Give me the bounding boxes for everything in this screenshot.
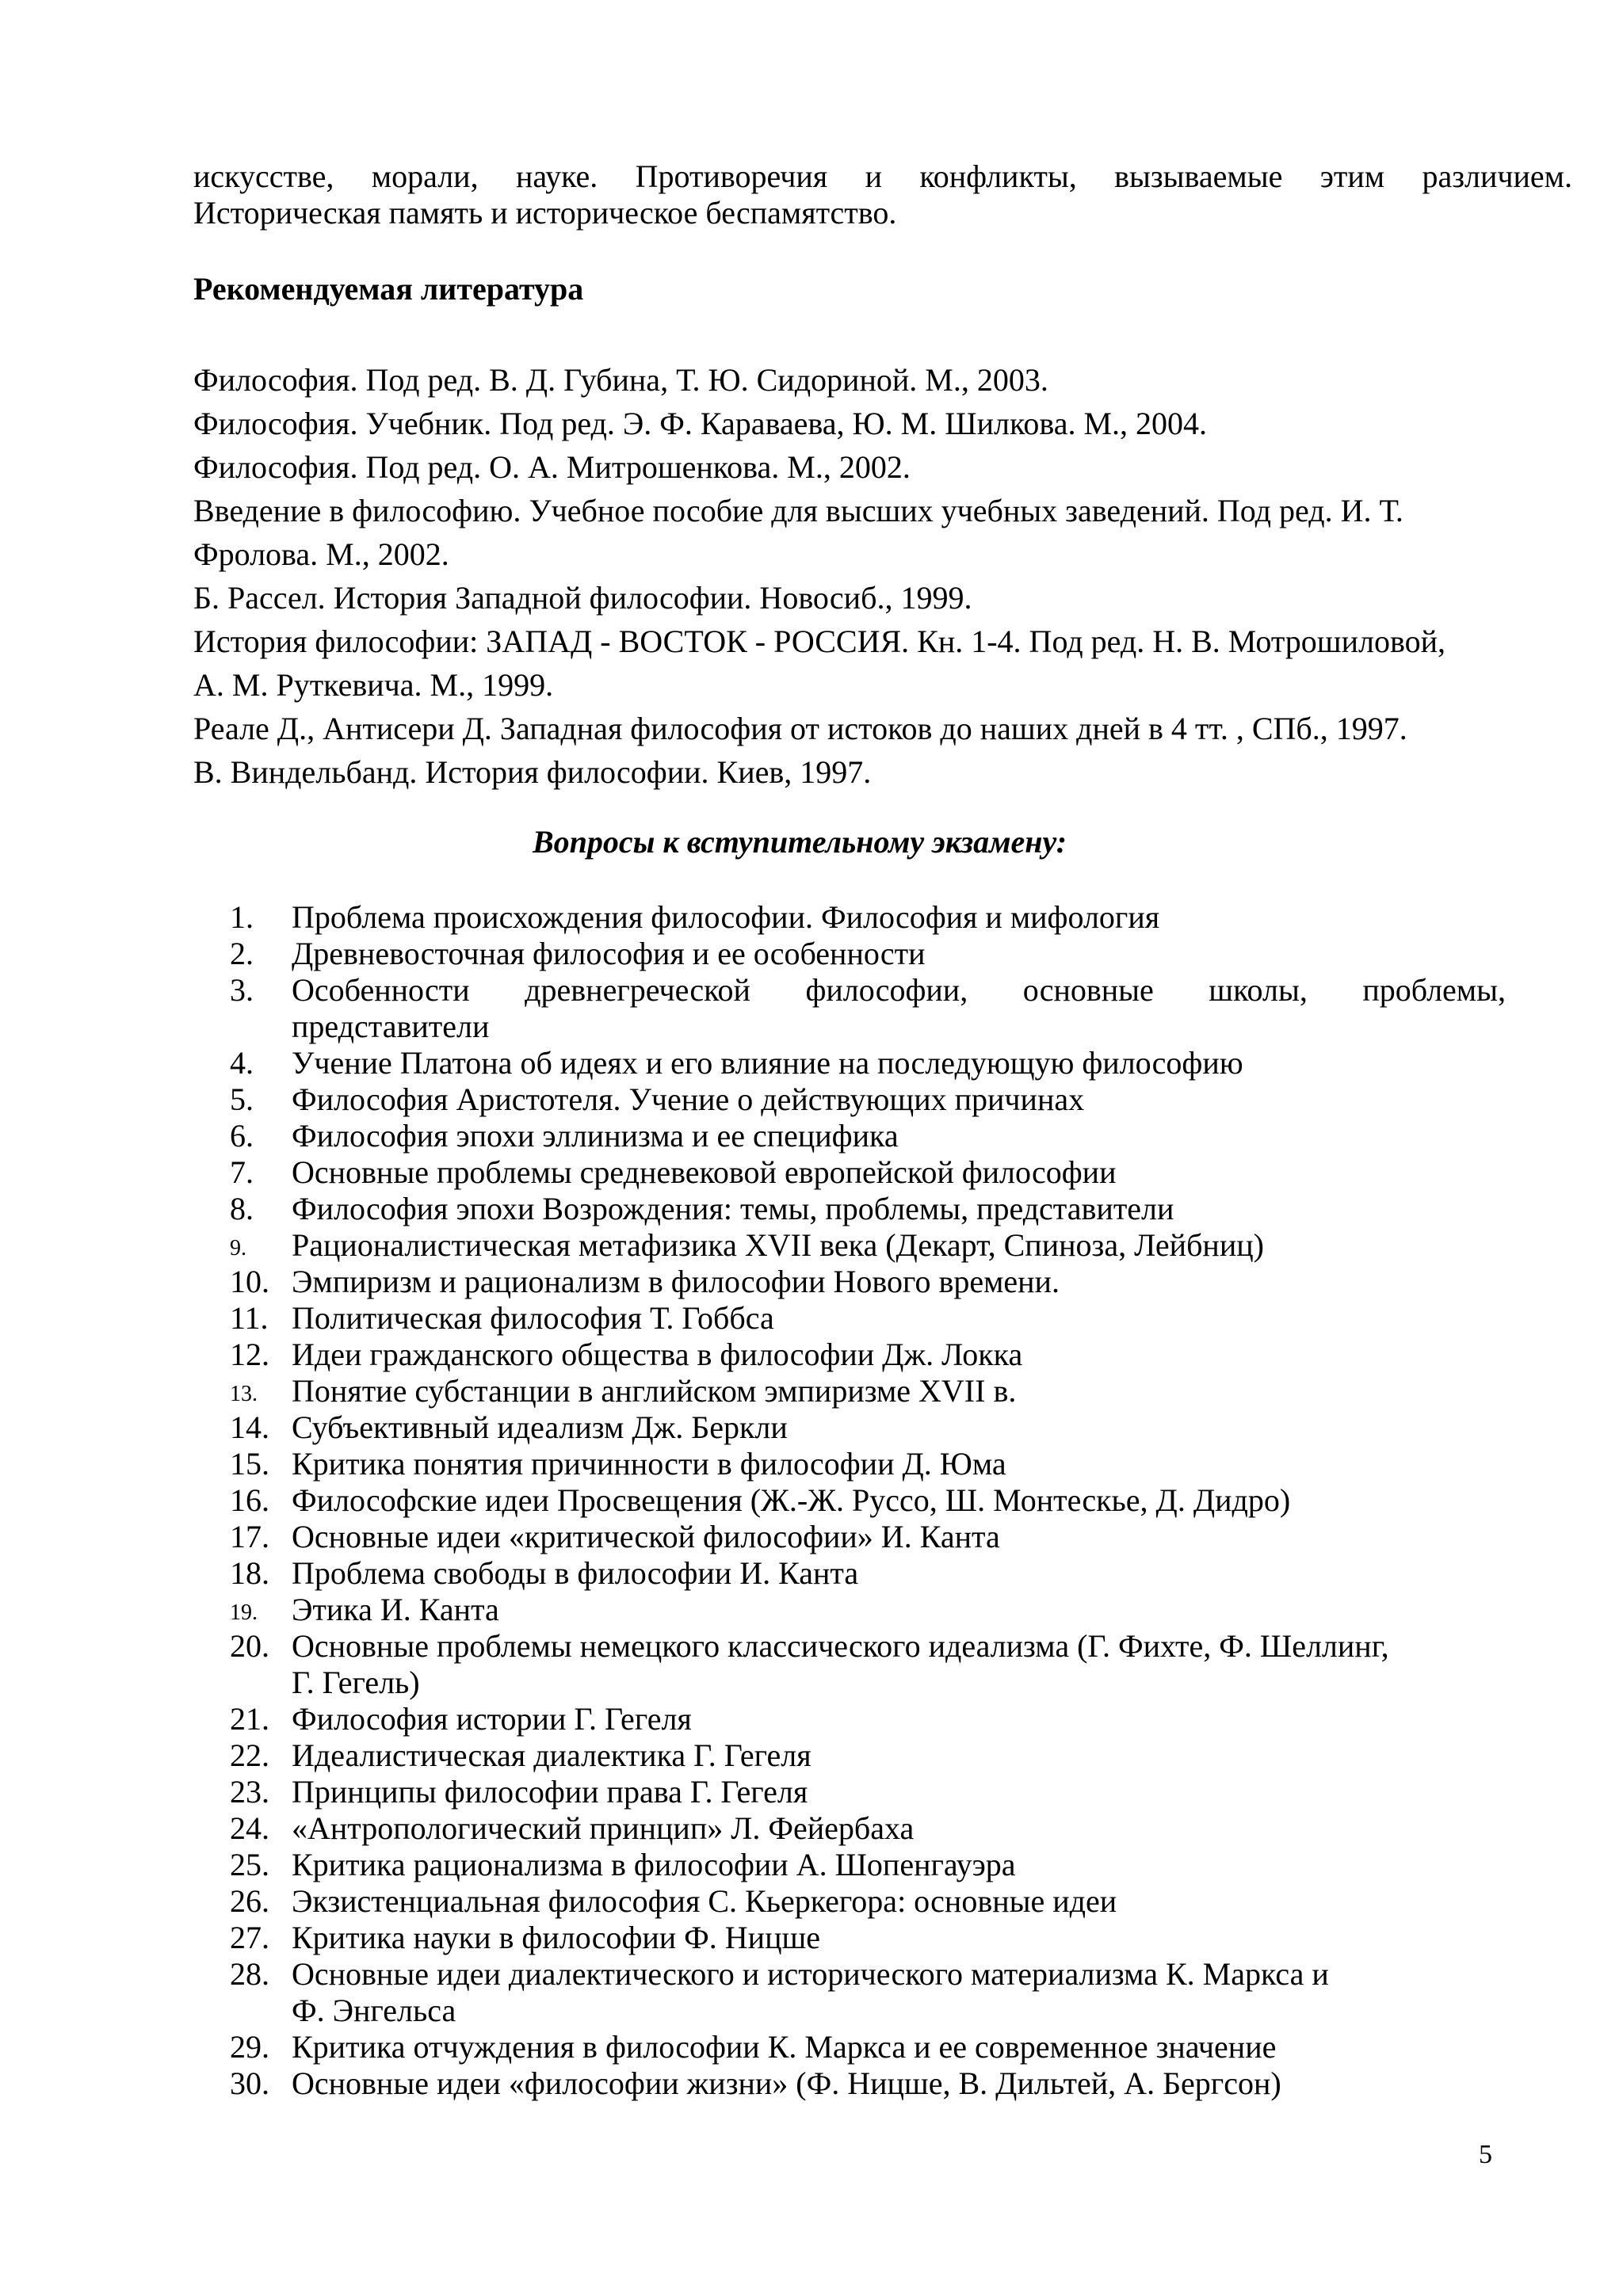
exam-question-item bbox=[230, 1519, 1506, 1555]
exam-question-item bbox=[230, 1118, 1506, 1154]
literature-item: Философия. Под ред. В. Д. Губина, Т. Ю. Сидориной. М., 2003. bbox=[193, 362, 1048, 398]
exam-question-text: Древневосточная философия и ее особенности bbox=[292, 936, 926, 971]
literature-item: Философия. Под ред. О. А. Митрошенкова. М., 2002. bbox=[193, 449, 911, 485]
exam-question-item bbox=[230, 1628, 1506, 1701]
exam-question-item bbox=[230, 1227, 1506, 1264]
exam-question-text: Философия эпохи Возрождения: темы, проблемы, представители bbox=[292, 1191, 1174, 1226]
exam-question-text: Философские идеи Просвещения (Ж.-Ж. Руссо, Ш. Монтескье, Д. Дидро) bbox=[292, 1482, 1291, 1518]
exam-question-number: 15. bbox=[230, 1446, 269, 1482]
exam-question-text: Основные идеи диалектического и исторического материализма К. Маркса и bbox=[292, 1956, 1329, 1992]
literature-item: Введение в философию. Учебное пособие для высших учебных заведений. Под ред. И. Т. bbox=[193, 493, 1403, 528]
intro-line-2: Историческая память и историческое беспамятство. bbox=[193, 195, 897, 231]
exam-question-item bbox=[230, 1045, 1506, 1081]
intro-line-1: искусстве, морали, науке. Противоречия и конфликты, вызываемые этим различием. bbox=[193, 158, 1572, 194]
exam-question-number: 17. bbox=[230, 1519, 269, 1554]
exam-question-number: 8. bbox=[230, 1191, 254, 1226]
page-number: 5 bbox=[1479, 2140, 1492, 2169]
exam-question-item bbox=[230, 1555, 1506, 1592]
exam-question-text: Эмпиризм и рационализм в философии Нового времени. bbox=[292, 1264, 1060, 1299]
exam-question-text: Особенности древнегреческой философии, основные школы, проблемы, bbox=[292, 972, 1506, 1008]
exam-question-number: 1. bbox=[230, 899, 254, 935]
exam-question-number: 19. bbox=[230, 1600, 258, 1625]
exam-question-text: Философия истории Г. Гегеля bbox=[292, 1701, 692, 1737]
exam-questions-heading-text: Вопросы к вступительному экзамену: bbox=[532, 824, 1067, 860]
exam-question-number: 11. bbox=[230, 1300, 269, 1336]
exam-question-text: Проблема свободы в философии И. Канта bbox=[292, 1555, 859, 1591]
exam-question-text: Идеалистическая диалектика Г. Гегеля bbox=[292, 1737, 812, 1773]
intro-paragraph bbox=[193, 158, 1572, 231]
exam-question-item bbox=[230, 1154, 1506, 1191]
exam-question-text: Критика науки в философии Ф. Ницше bbox=[292, 1920, 821, 1955]
exam-question-item bbox=[230, 1409, 1506, 1446]
exam-question-number: 9. bbox=[230, 1236, 246, 1261]
literature-item: А. М. Руткевича. М., 1999. bbox=[193, 667, 554, 703]
exam-question-item bbox=[230, 1264, 1506, 1300]
exam-question-item bbox=[230, 1446, 1506, 1482]
exam-question-number: 30. bbox=[230, 2065, 269, 2101]
exam-question-number: 16. bbox=[230, 1482, 269, 1518]
exam-question-text: Философия эпохи эллинизма и ее специфика bbox=[292, 1118, 899, 1154]
exam-question-text: Основные проблемы средневековой европейской философии bbox=[292, 1154, 1117, 1190]
exam-question-number: 3. bbox=[230, 972, 254, 1008]
exam-question-number: 27. bbox=[230, 1920, 269, 1955]
exam-question-number: 5. bbox=[230, 1081, 254, 1117]
exam-question-number: 7. bbox=[230, 1154, 254, 1190]
exam-question-number: 4. bbox=[230, 1045, 254, 1081]
exam-question-number: 10. bbox=[230, 1264, 269, 1299]
literature-item: Реале Д., Антисери Д. Западная философия от истоков до наших дней в 4 тт. , СПб., 1997. bbox=[193, 711, 1407, 746]
exam-question-text: «Антропологический принцип» Л. Фейербаха bbox=[292, 1810, 915, 1846]
exam-question-number: 24. bbox=[230, 1810, 269, 1846]
exam-question-item bbox=[230, 1081, 1506, 1118]
exam-question-item bbox=[230, 1337, 1506, 1373]
exam-question-number: 25. bbox=[230, 1847, 269, 1882]
exam-question-text: Ф. Энгельса bbox=[292, 1993, 456, 2028]
exam-question-number: 2. bbox=[230, 936, 254, 971]
exam-question-number: 13. bbox=[230, 1382, 258, 1406]
exam-question-text: Критика отчуждения в философии К. Маркса и ее современное значение bbox=[292, 2029, 1277, 2065]
exam-question-text: Основные проблемы немецкого классического идеализма (Г. Фихте, Ф. Шеллинг, bbox=[292, 1628, 1389, 1664]
exam-question-item bbox=[230, 2065, 1506, 2102]
exam-question-item bbox=[230, 1701, 1506, 1737]
exam-question-text: Экзистенциальная философия С. Кьеркегора: основные идеи bbox=[292, 1883, 1117, 1919]
exam-question-number: 6. bbox=[230, 1118, 254, 1154]
exam-question-number: 18. bbox=[230, 1555, 269, 1591]
exam-question-item bbox=[230, 1482, 1506, 1519]
exam-question-text: Рационалистическая метафизика XVII века (Декарт, Спиноза, Лейбниц) bbox=[292, 1227, 1264, 1263]
exam-question-item bbox=[230, 1592, 1506, 1628]
exam-questions-heading bbox=[0, 824, 1623, 860]
exam-question-text: Критика понятия причинности в философии Д. Юма bbox=[292, 1446, 1006, 1482]
exam-question-item bbox=[230, 936, 1506, 972]
exam-question-item bbox=[230, 1956, 1506, 2029]
exam-question-item bbox=[230, 1883, 1506, 1920]
exam-question-text: Философия Аристотеля. Учение о действующих причинах bbox=[292, 1081, 1085, 1117]
exam-question-item bbox=[230, 972, 1506, 1045]
exam-question-text: представители bbox=[292, 1009, 490, 1044]
exam-question-number: 23. bbox=[230, 1774, 269, 1810]
exam-question-text: Принципы философии права Г. Гегеля bbox=[292, 1774, 808, 1810]
exam-question-text: Идеи гражданского общества в философии Дж. Локка bbox=[292, 1337, 1023, 1372]
exam-question-text: Этика И. Канта bbox=[292, 1592, 499, 1627]
literature-heading: Рекомендуемая литература bbox=[193, 271, 584, 307]
exam-question-number: 21. bbox=[230, 1701, 269, 1737]
exam-questions-list bbox=[230, 899, 1506, 2102]
exam-question-text: Учение Платона об идеях и его влияние на последующую философию bbox=[292, 1045, 1243, 1081]
exam-question-item bbox=[230, 1373, 1506, 1409]
exam-question-item bbox=[230, 2029, 1506, 2065]
literature-list bbox=[193, 358, 1588, 794]
exam-question-text: Основные идеи «критической философии» И. Канта bbox=[292, 1519, 1000, 1554]
exam-question-item bbox=[230, 1300, 1506, 1337]
exam-question-number: 28. bbox=[230, 1956, 269, 1992]
exam-question-item bbox=[230, 1774, 1506, 1810]
exam-question-item bbox=[230, 1191, 1506, 1227]
exam-question-item bbox=[230, 1737, 1506, 1774]
exam-question-number: 26. bbox=[230, 1883, 269, 1919]
exam-question-text: Критика рационализма в философии А. Шопенгауэра bbox=[292, 1847, 1016, 1882]
exam-question-text: Основные идеи «философии жизни» (Ф. Ницше, В. Дильтей, А. Бергсон) bbox=[292, 2065, 1281, 2101]
exam-question-text: Субъективный идеализм Дж. Беркли bbox=[292, 1409, 788, 1445]
exam-question-item bbox=[230, 1847, 1506, 1883]
exam-question-number: 12. bbox=[230, 1337, 269, 1372]
literature-item: Б. Рассел. История Западной философии. Новосиб., 1999. bbox=[193, 580, 972, 616]
exam-question-number: 29. bbox=[230, 2029, 269, 2065]
exam-question-text: Понятие субстанции в английском эмпиризме XVII в. bbox=[292, 1373, 1017, 1409]
exam-question-text: Политическая философия Т. Гоббса bbox=[292, 1300, 774, 1336]
exam-question-item bbox=[230, 899, 1506, 936]
exam-question-text: Проблема происхождения философии. Философия и мифология bbox=[292, 899, 1160, 935]
exam-question-text: Г. Гегель) bbox=[292, 1665, 420, 1700]
exam-question-number: 22. bbox=[230, 1737, 269, 1773]
exam-question-item bbox=[230, 1920, 1506, 1956]
exam-question-number: 20. bbox=[230, 1628, 269, 1664]
literature-item: В. Виндельбанд. История философии. Киев, 1997. bbox=[193, 754, 872, 790]
literature-item: Фролова. М., 2002. bbox=[193, 536, 449, 572]
literature-item: Философия. Учебник. Под ред. Э. Ф. Караваева, Ю. М. Шилкова. М., 2004. bbox=[193, 406, 1208, 441]
exam-question-number: 14. bbox=[230, 1409, 269, 1445]
exam-question-item bbox=[230, 1810, 1506, 1847]
literature-item: История философии: ЗАПАД - ВОСТОК - РОССИЯ. Кн. 1-4. Под ред. Н. В. Мотрошиловой, bbox=[193, 624, 1445, 659]
